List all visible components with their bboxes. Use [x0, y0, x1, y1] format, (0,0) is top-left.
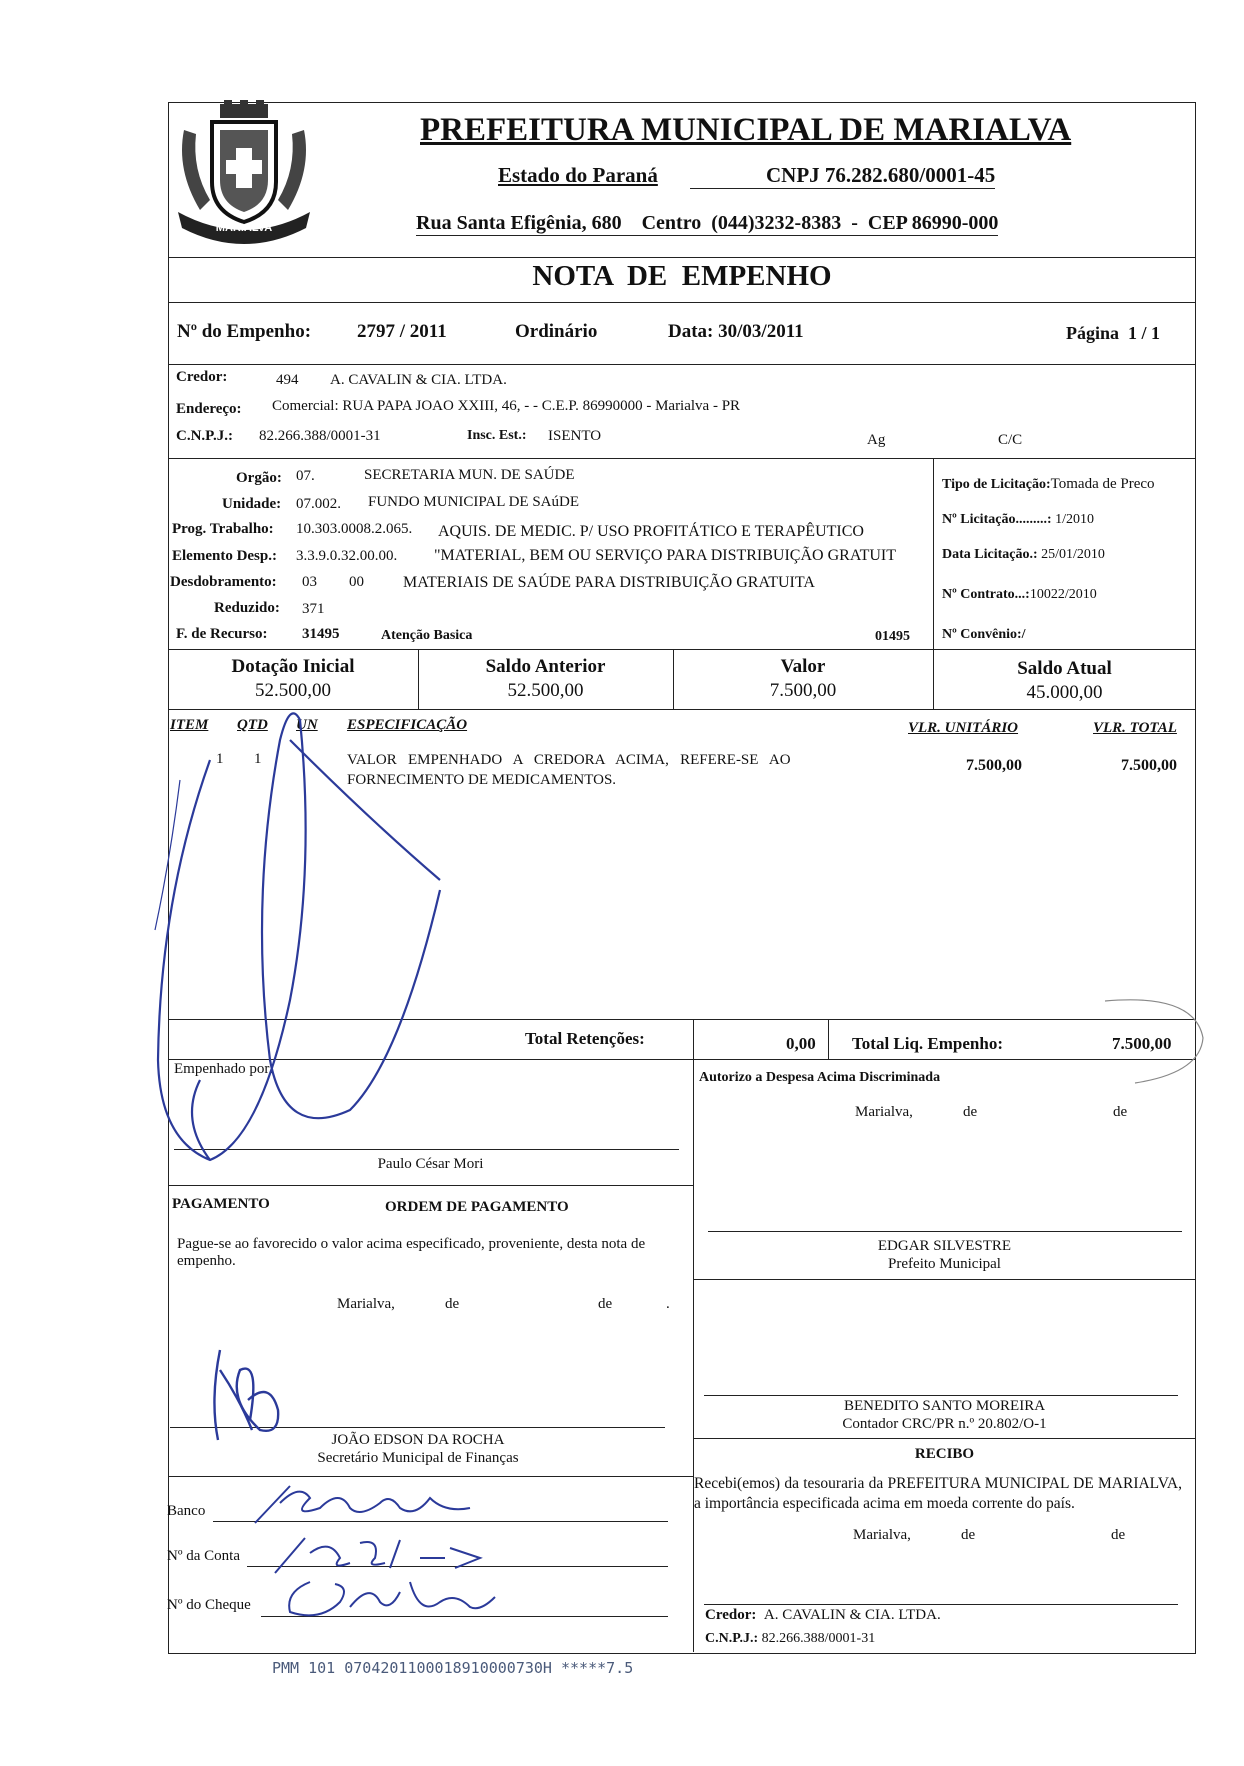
- recibo-city: Marialva,: [853, 1527, 911, 1543]
- secretario-name: JOÃO EDSON DA ROCHA: [331, 1432, 505, 1448]
- header-address: Rua Santa Efigênia, 680 Centro (044)3232-8383 - CEP 86990-000: [416, 212, 999, 234]
- pagamento-label: PAGAMENTO: [172, 1196, 270, 1212]
- pagamento-text: Pague-se ao favorecido o valor acima especificado, proveniente, desta nota de empenho.: [177, 1236, 646, 1269]
- item-number: 1: [216, 751, 224, 767]
- elem-code: 3.3.9.0.32.00.00.: [296, 548, 398, 564]
- autorizo-label: Autorizo a Despesa Acima Discriminada: [699, 1070, 941, 1085]
- item-total: 7.500,00: [1121, 757, 1177, 774]
- unidade-label: Unidade:: [222, 496, 282, 512]
- state-name: Estado do Paraná: [498, 163, 658, 187]
- recibo-de1: de: [961, 1527, 976, 1543]
- item-espec-line2: FORNECIMENTO DE MEDICAMENTOS.: [347, 772, 617, 788]
- empenho-number: 2797 / 2011: [357, 321, 447, 342]
- unidade-name: FUNDO MUNICIPAL DE SAúDE: [368, 494, 579, 510]
- seal-text: MARIALVA: [215, 222, 273, 234]
- cheque-label: Nº do Cheque: [167, 1597, 251, 1613]
- credor-code: 494: [276, 372, 299, 388]
- total-retencoes-label: Total Retenções:: [525, 1029, 645, 1048]
- prefeito-name: EDGAR SILVESTRE: [877, 1238, 1012, 1254]
- prog-code: 10.303.0008.2.065.: [296, 521, 413, 537]
- contador-role: Contador CRC/PR n.º 20.802/O-1: [842, 1416, 1047, 1432]
- tipo-licitacao: Tipo de Licitação:Tomada de Preco: [942, 476, 1155, 492]
- data-licitacao: Data Licitação.: 25/01/2010: [942, 547, 1105, 562]
- recibo-credor: Credor: A. CAVALIN & CIA. LTDA.: [705, 1607, 941, 1623]
- page-title: PREFEITURA MUNICIPAL DE MARIALVA: [420, 112, 1072, 148]
- autorizo-de2: de: [1113, 1104, 1128, 1120]
- prog-name: AQUIS. DE MEDIC. P/ USO PROFITÁTICO E TERAPÊUTICO: [438, 523, 864, 540]
- cc-label: C/C: [998, 432, 1023, 448]
- saldo-anterior-label: Saldo Anterior: [485, 656, 606, 677]
- pagamento-de1: de: [445, 1296, 460, 1312]
- orgao-name: SECRETARIA MUN. DE SAÚDE: [364, 467, 575, 483]
- valor-label: Valor: [780, 656, 826, 677]
- address-label: Endereço:: [176, 401, 242, 417]
- valor-value: 7.500,00: [769, 680, 837, 701]
- doc-title: NOTA DE EMPENHO: [532, 260, 832, 292]
- credor-cnpj: 82.266.388/0001-31: [259, 428, 381, 444]
- insc-label: Insc. Est.:: [467, 428, 527, 443]
- reduz-value: 371: [302, 601, 325, 617]
- fonte-name: Atenção Basica: [381, 628, 473, 643]
- page-number: Página 1 / 1: [1066, 323, 1161, 343]
- contrato: Nº Contrato...:10022/2010: [942, 587, 1097, 602]
- desd-name: MATERIAIS DE SAÚDE PARA DISTRIBUIÇÃO GRATUITA: [403, 574, 815, 591]
- empenho-type: Ordinário: [515, 321, 598, 342]
- secretario-role: Secretário Municipal de Finanças: [317, 1450, 519, 1466]
- insc-value: ISENTO: [548, 428, 602, 444]
- total-liq-label: Total Liq. Empenho:: [852, 1034, 1003, 1053]
- ag-label: Ag: [867, 432, 886, 448]
- empenhado-name: Paulo César Mori: [377, 1156, 484, 1172]
- coat-of-arms-icon: [170, 100, 318, 248]
- item-unit: 7.500,00: [966, 757, 1022, 774]
- contador-name: BENEDITO SANTO MOREIRA: [843, 1398, 1046, 1414]
- col-unit: VLR. UNITÁRIO: [908, 720, 1019, 736]
- col-espec: ESPECIFICAÇÃO: [347, 717, 468, 733]
- fonte-code: 01495: [875, 629, 910, 644]
- credor-address: Comercial: RUA PAPA JOAO XXIII, 46, - - C.E.P. 86990000 - Marialva - PR: [272, 398, 741, 414]
- pagamento-de2: de: [598, 1296, 613, 1312]
- recibo-de2: de: [1111, 1527, 1126, 1543]
- dotacao-inicial-value: 52.500,00: [255, 680, 331, 701]
- desd-code1: 03: [302, 574, 317, 590]
- col-qtd: QTD: [237, 717, 268, 733]
- ordem-pagamento-label: ORDEM DE PAGAMENTO: [385, 1199, 569, 1215]
- unidade-code: 07.002.: [296, 496, 341, 512]
- saldo-anterior-value: 52.500,00: [507, 680, 584, 701]
- item-qtd: 1: [254, 751, 262, 767]
- orgao-code: 07.: [296, 468, 315, 484]
- dotacao-inicial-label: Dotação Inicial: [231, 656, 355, 677]
- num-licitacao: Nº Licitação.........: 1/2010: [942, 512, 1094, 527]
- conta-label: Nº da Conta: [167, 1548, 240, 1564]
- autorizo-city: Marialva,: [855, 1104, 913, 1120]
- recibo-text: Recebi(emos) da tesouraria da PREFEITURA MUNICIPAL DE MARIALVA, a importância especificada acima em moeda corrente do país.: [694, 1475, 1182, 1512]
- col-un: UN: [296, 717, 318, 733]
- pagamento-city: Marialva,: [337, 1296, 395, 1312]
- total-retencoes-value: 0,00: [786, 1034, 816, 1053]
- prefeito-role: Prefeito Municipal: [888, 1256, 1001, 1272]
- item-espec-line1: VALOR EMPENHADO A CREDORA ACIMA, REFERE-SE AO: [347, 752, 791, 768]
- elem-label: Elemento Desp.:: [172, 548, 277, 564]
- footer-code: PMM 101 0704201100018910000730H *****7.5: [272, 1659, 634, 1677]
- empenho-label: Nº do Empenho:: [177, 321, 312, 342]
- saldo-atual-value: 45.000,00: [1026, 682, 1103, 703]
- empenhado-label: Empenhado por:: [174, 1061, 274, 1077]
- convenio: Nº Convênio:/: [942, 627, 1026, 642]
- recibo-title: RECIBO: [914, 1446, 975, 1462]
- pagamento-dot: .: [666, 1296, 670, 1312]
- prog-label: Prog. Trabalho:: [172, 521, 274, 537]
- credor-cnpj-label: C.N.P.J.:: [176, 428, 233, 444]
- orgao-label: Orgão:: [236, 470, 282, 486]
- saldo-atual-label: Saldo Atual: [1017, 658, 1112, 679]
- autorizo-de1: de: [963, 1104, 978, 1120]
- reduz-label: Reduzido:: [214, 600, 280, 616]
- credor-label: Credor:: [176, 369, 228, 385]
- header-cnpj: CNPJ 76.282.680/0001-45: [690, 163, 995, 189]
- banco-label: Banco: [167, 1503, 206, 1519]
- elem-name: "MATERIAL, BEM OU SERVIÇO PARA DISTRIBUIÇÃO GRATUIT: [434, 547, 897, 564]
- desd-code2: 00: [349, 574, 364, 590]
- fonte-label: F. de Recurso:: [176, 626, 268, 642]
- recibo-cnpj: C.N.P.J.: 82.266.388/0001-31: [705, 1631, 876, 1646]
- empenho-date: Data: 30/03/2011: [668, 321, 804, 342]
- total-liq-value: 7.500,00: [1112, 1034, 1172, 1053]
- col-item: ITEM: [170, 717, 209, 733]
- credor-name: A. CAVALIN & CIA. LTDA.: [330, 372, 507, 388]
- fonte-value: 31495: [302, 626, 340, 642]
- desd-label: Desdobramento:: [170, 574, 277, 590]
- col-total: VLR. TOTAL: [1093, 720, 1177, 736]
